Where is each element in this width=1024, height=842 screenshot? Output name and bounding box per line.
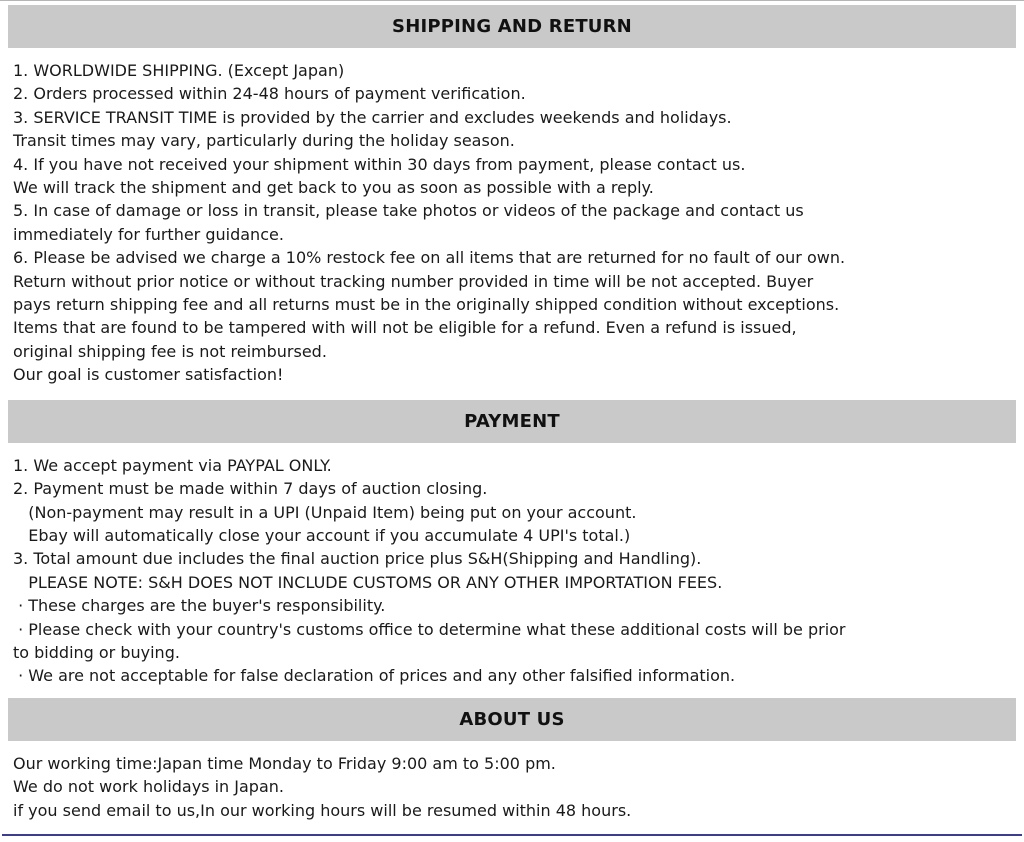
policy-line: PLEASE NOTE: S&H DOES NOT INCLUDE CUSTOMS OR ANY OTHER IMPORTATION FEES.: [13, 572, 723, 592]
section-header-shipping-and-return: [8, 5, 1016, 48]
policy-line: 2. Payment must be made within 7 days of auction closing.: [13, 479, 488, 499]
policy-line: Items that are found to be tampered with will not be eligible for a refund. Even a refund is issued,: [13, 318, 797, 338]
policy-line: 6. Please be advised we charge a 10% restock fee on all items that are returned for no fault of our own.: [13, 248, 846, 268]
policy-line: 1. We accept payment via PAYPAL ONLY.: [13, 455, 332, 475]
policy-line: We will track the shipment and get back to you as soon as possible with a reply.: [13, 178, 654, 198]
section-body-shipping-and-return: [8, 48, 1016, 400]
policy-line: to bidding or buying.: [13, 642, 180, 662]
policy-line: 2. Orders processed within 24-48 hours of payment verification.: [13, 84, 526, 104]
section-title: SHIPPING AND RETURN: [392, 16, 632, 37]
policy-line: 4. If you have not received your shipment within 30 days from payment, please contact us.: [13, 154, 746, 174]
policy-line: Our working time:Japan time Monday to Friday 9:00 am to 5:00 pm.: [13, 753, 556, 773]
section-header-about-us: [8, 698, 1016, 741]
policy-line: We do not work holidays in Japan.: [13, 777, 284, 797]
policy-line: pays return shipping fee and all returns must be in the originally shipped condition without exceptions.: [13, 295, 840, 315]
section-header-payment: [8, 400, 1016, 443]
section-title: PAYMENT: [464, 410, 560, 432]
policy-line: original shipping fee is not reimbursed.: [13, 341, 327, 361]
policy-line: · We are not acceptable for false declaration of prices and any other falsified information.: [13, 666, 736, 686]
section-body-payment: [8, 443, 1016, 698]
policy-line: Ebay will automatically close your account if you accumulate 4 UPI's total.): [13, 525, 631, 545]
section-body-about-us: [8, 741, 1016, 834]
policy-line: Our goal is customer satisfaction!: [13, 365, 284, 385]
policy-page: [0, 5, 1024, 834]
policy-line: Transit times may vary, particularly during the holiday season.: [13, 131, 515, 151]
policy-line: · Please check with your country's customs office to determine what these additional costs will be prior: [13, 619, 846, 639]
policy-line: 1. WORLDWIDE SHIPPING. (Except Japan): [13, 61, 345, 80]
policy-line: Return without prior notice or without tracking number provided in time will be not accepted. Buyer: [13, 271, 814, 291]
policy-line: · These charges are the buyer's responsibility.: [13, 596, 386, 616]
top-rule: [0, 0, 1024, 1]
bottom-divider: [2, 834, 1022, 836]
policy-line: 3. Total amount due includes the final auction price plus S&H(Shipping and Handling).: [13, 549, 702, 569]
policy-line: 3. SERVICE TRANSIT TIME is provided by the carrier and excludes weekends and holidays.: [13, 107, 732, 127]
policy-line: immediately for further guidance.: [13, 224, 284, 244]
policy-line: (Non-payment may result in a UPI (Unpaid Item) being put on your account.: [13, 502, 637, 522]
section-title: ABOUT US: [459, 708, 565, 730]
policy-line: 5. In case of damage or loss in transit, please take photos or videos of the package and contact us: [13, 201, 804, 221]
policy-line: if you send email to us,In our working hours will be resumed within 48 hours.: [13, 800, 632, 820]
